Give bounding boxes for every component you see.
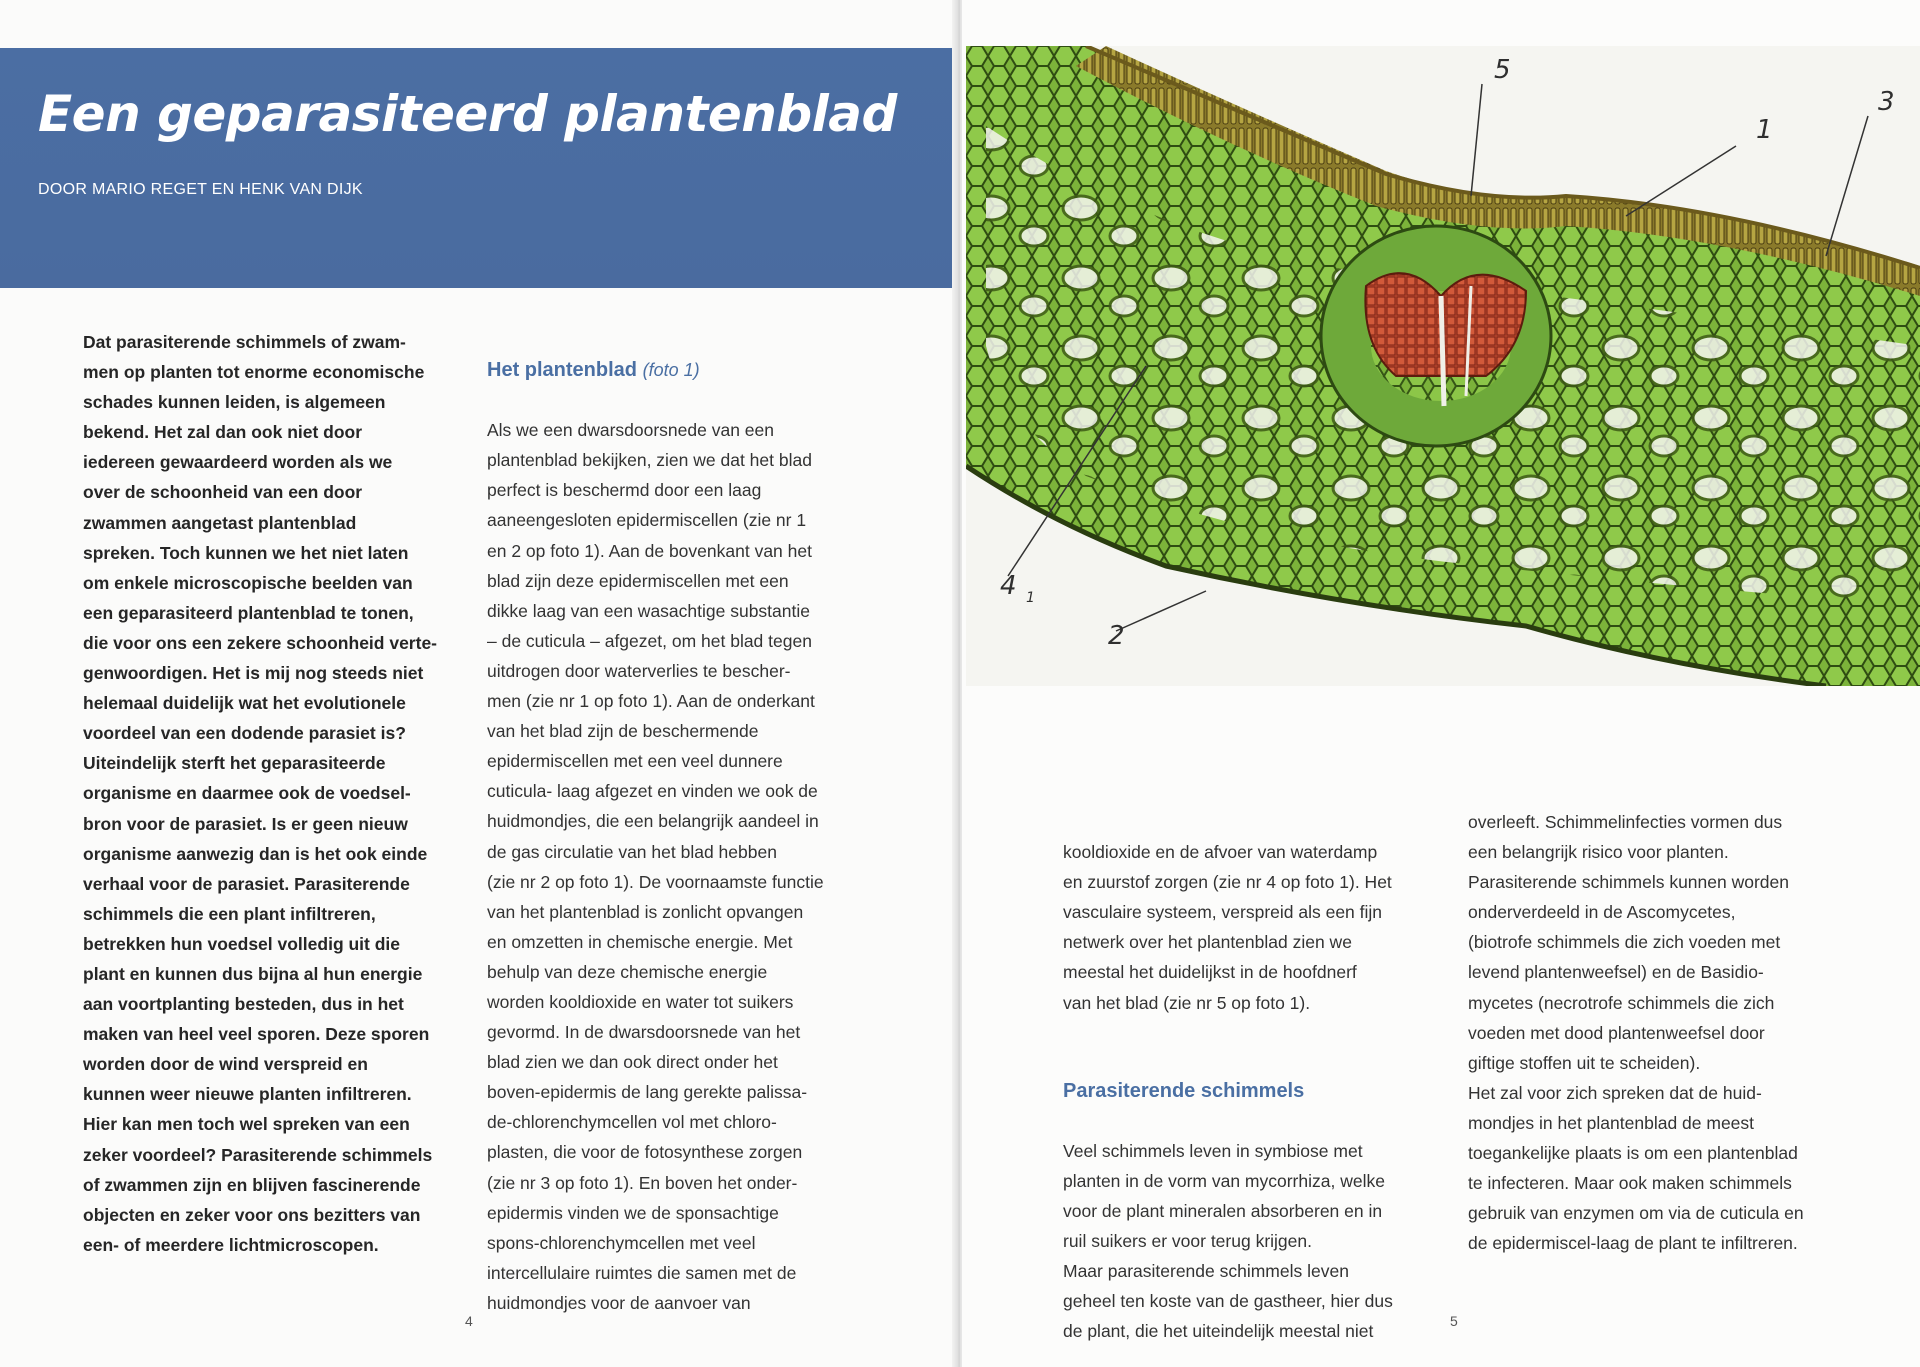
photo-label-small-1: 1 xyxy=(1026,590,1035,606)
page-number-left: 4 xyxy=(465,1313,473,1329)
section-heading-photo-ref: (foto 1) xyxy=(642,360,700,381)
section-heading-plantenblad xyxy=(487,355,877,385)
title-banner xyxy=(0,48,956,288)
photo-label-2: 2 xyxy=(1108,621,1125,651)
section-body-plantenblad: Als we een dwarsdoorsnede van een plantenblad bekijken, zien we dat het blad perfect is beschermd door een laag aaneengesloten epidermiscellen (zie nr 1 en 2 op foto 1). Aan de bovenkant van het blad zijn deze epidermiscellen met een dikke laag van een wasachtige substantie – de cuticula – afgezet, om het blad tegen uitdrogen door waterverlies te bescher- men (zie nr 1 op foto 1). Aan de onderkant van het blad zijn de beschermende epidermiscellen met een veel dunnere cuticula- laag afgezet en vinden we ook de huidmondjes, die een belangrijk aandeel in de gas circulatie van het blad hebben (zie nr 2 op foto 1). De voornaamste functie van het plantenblad is zonlicht opvangen en omzetten in chemische energie. Met behulp van deze chemische energie worden kooldioxide en water tot suikers gevormd. In de dwarsdoorsnede van het blad zien we dan ook direct onder het boven-epidermis de lang gerekte palissa- de-chlorenchymcellen vol met chloro- plasten, die voor de fotosynthese zorgen (zie nr 3 op foto 1). En boven het onder- epidermis vinden we de sponsachtige spons-chlorenchymcellen met veel intercellulaire ruimtes die samen met de huidmondjes voor de aanvoer van xyxy=(487,420,824,1313)
section-body-parasiterende: Veel schimmels leven in symbiose met planten in de vorm van mycorrhiza, welke voor de plant mineralen absorberen en in ruil suikers er voor terug krijgen. Maar parasiterende schimmels leven geheel ten koste van de gastheer, hier dus de plant, die het uiteindelijk meestal niet xyxy=(1063,1140,1393,1342)
article-byline: DOOR MARIO REGET EN HENK VAN DIJK xyxy=(38,181,363,198)
intro-paragraph: Dat parasiterende schimmels of zwam- men op planten tot enorme economische schades kunnen leiden, is algemeen bekend. Het zal dan ook niet door iedereen gewaardeerd worden als we over de schoonheid van een door zwammen aangetast plantenblad spreken. Toch kunnen we het niet laten om enkele microscopische beelden van een geparasiteerd plantenblad te tonen, die voor ons een zekere schoonheid verte- genwoordigen. Het is mij nog steeds niet helemaal duidelijk wat het evolutionele voordeel van een dodende parasiet is? Uiteindelijk sterft het geparasiteerde organisme en daarmee ook de voedsel- bron voor de parasiet. Is er geen nieuw organisme aanwezig dan is het ook einde verhaal voor de parasiet. Parasiterende schimmels die een plant infiltreren, betrekken hun voedsel volledig uit die plant en kunnen dus bijna al hun energie aan voortplanting besteden, dus in het maken van heel veel sporen. Deze sporen worden door de wind verspreid en kunnen weer nieuwe planten infiltreren. Hier kan men toch wel spreken van een zeker voordeel? Parasiterende schimmels of zwammen zijn en blijven fascinerende objecten en zeker voor ons bezitters van een- of meerdere lichtmicroscopen. xyxy=(83,332,437,1255)
page-number-right: 5 xyxy=(1450,1313,1458,1329)
photo-label-1: 1 xyxy=(1756,115,1773,145)
text-column-4: overleeft. Schimmelinfecties vormen dus een belangrijk risico voor planten. Parasiterende schimmels kunnen worden onderverdeeld in de Ascomycetes, (biotrofe schimmels die zich voeden met levend plantenweefsel) en de Basidio- mycetes (necrotrofe schimmels die zich voeden met dood plantenweefsel door giftige stoffen uit te scheiden). Het zal voor zich spreken dat de huid- mondjes in het plantenblad de meest toegankelijke plaats is om een plantenblad te infecteren. Maar ook maken schimmels gebruik van enzymen om via de cuticula en de epidermiscel-laag de plant te infiltreren. xyxy=(1468,812,1804,1254)
photo-label-4: 4 xyxy=(1000,571,1017,601)
article-title: Een geparasiteerd plantenblad xyxy=(38,85,897,143)
leaf-cross-section-photo xyxy=(966,46,1920,686)
left-page xyxy=(0,0,956,1367)
section-heading-parasiterende: Parasiterende schimmels xyxy=(1063,1079,1305,1102)
section-heading-text: Het plantenblad xyxy=(487,359,638,382)
text-column-3 xyxy=(1063,807,1443,1367)
photo-label-3: 3 xyxy=(1878,87,1895,117)
continued-paragraph: kooldioxide en de afvoer van waterdamp en zuurstof zorgen (zie nr 4 op foto 1). Het vasculaire systeem, verspreid als een fijn netwerk over het plantenblad zien we meestal het duidelijkst in de hoofdnerf van het blad (zie nr 5 op foto 1). xyxy=(1063,842,1392,1013)
photo-label-5: 5 xyxy=(1494,55,1511,85)
text-column-2 xyxy=(487,325,877,1348)
